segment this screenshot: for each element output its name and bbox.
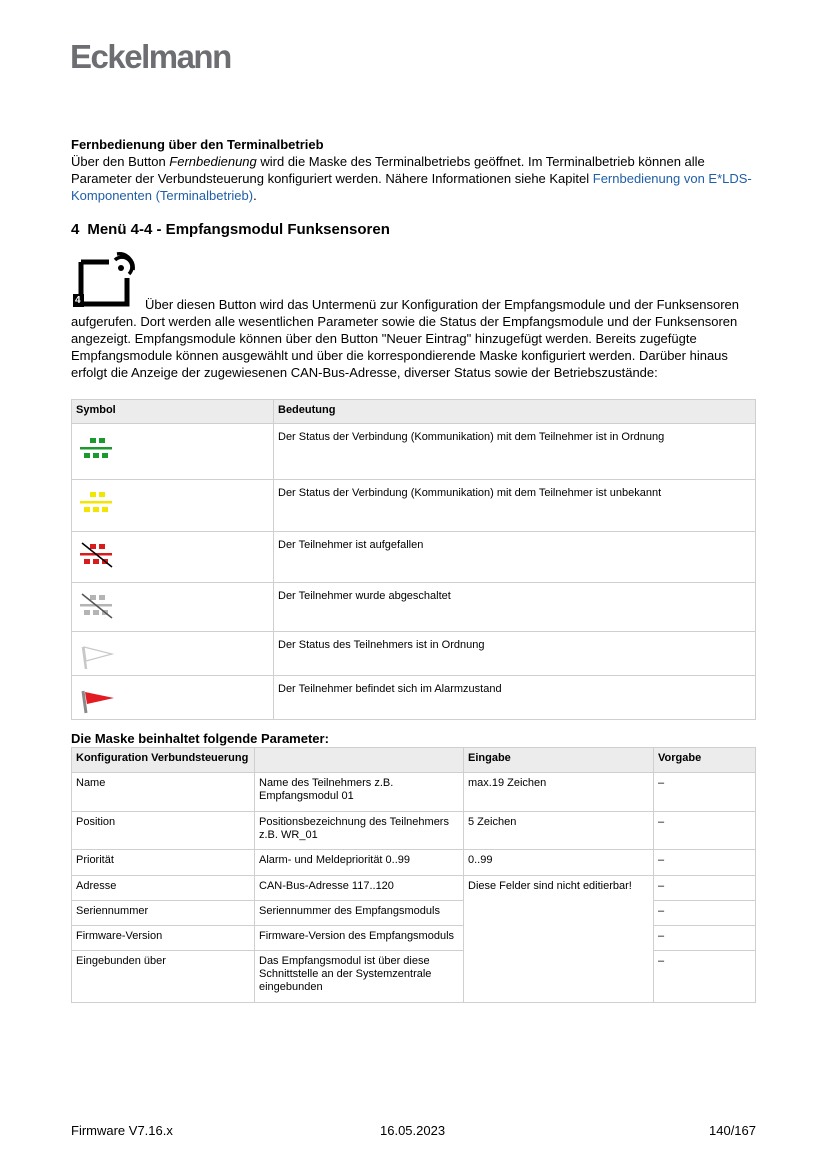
param-name: Name	[72, 773, 255, 812]
param-input: 5 Zeichen	[464, 812, 654, 850]
symbol-meaning: Der Teilnehmer wurde abgeschaltet	[274, 583, 756, 632]
section-paragraph: Über den Button Fernbedienung wird die Maske des Terminalbetriebs geöffnet. Im Terminalbetrieb können alle Parameter der Verbundsteuerung konfiguriert werden. Nähere Informationen siehe Kapitel Fernbedienung von E*LDS-Komponenten (Terminalbetrieb).	[71, 154, 752, 203]
footer-date: 16.05.2023	[380, 1123, 446, 1138]
chapter-description: Über diesen Button wird das Untermenü zur Konfiguration der Empfangsmodule und der Funksensoren aufgerufen. Dort werden alle wesentlichen Parameter sowie die Status der Empfangsmodule und der Funksensoren angezeigt. Empfangsmodule können über den Button "Neuer Eintrag" hinzugefügt werden. Bereits zugefügte Empfangsmodule können ausgewählt und über die korrespondierende Maske konfiguriert werden. Darüber hinaus erfolgt die Anzeige der zugewiesenen CAN-Bus-Adresse, diverser Status sowie der Betriebszustände:	[71, 297, 740, 380]
symbol-table	[71, 399, 756, 720]
symbol-header: Symbol	[72, 400, 274, 424]
network-unknown-icon	[80, 490, 116, 520]
param-default: –	[654, 951, 756, 1003]
param-desc: Positionsbezeichnung des Teilnehmers z.B. WR_01	[255, 812, 464, 850]
param-name: Position	[72, 812, 255, 850]
flag-red-icon	[80, 685, 116, 715]
symbol-meaning: Der Status des Teilnehmers ist in Ordnung	[274, 632, 756, 676]
section-heading: Fernbedienung über den Terminalbetrieb	[71, 137, 324, 152]
table-row	[72, 480, 756, 532]
table-row	[72, 773, 756, 812]
button-name-italic: Fernbedienung	[169, 154, 257, 169]
network-failed-icon	[80, 542, 116, 572]
footer-page-number: 140/167	[709, 1123, 756, 1138]
param-name: Eingebunden über	[72, 951, 255, 1003]
table-row	[72, 850, 756, 876]
company-logo: Eckelmann	[70, 38, 231, 75]
param-section-title: Die Maske beinhaltet folgende Parameter:	[71, 731, 329, 746]
table-row	[72, 583, 756, 632]
symbol-meaning: Der Status der Verbindung (Kommunikation) mit dem Teilnehmer ist unbekannt	[274, 480, 756, 532]
chapter-heading	[71, 221, 390, 238]
param-header-default: Vorgabe	[654, 748, 756, 773]
param-desc: Das Empfangsmodul ist über diese Schnittstelle an der Systemzentrale eingebunden	[255, 951, 464, 1003]
param-default: –	[654, 812, 756, 850]
table-row	[72, 812, 756, 850]
param-desc: Firmware-Version des Empfangsmoduls	[255, 926, 464, 951]
menu-icon-badge: 4	[75, 295, 81, 306]
param-default: –	[654, 850, 756, 876]
param-header-desc	[255, 748, 464, 773]
param-default: –	[654, 876, 756, 901]
param-name: Firmware-Version	[72, 926, 255, 951]
table-row	[72, 632, 756, 676]
param-name: Priorität	[72, 850, 255, 876]
table-row	[72, 532, 756, 583]
table-row	[72, 951, 756, 1003]
symbol-meaning: Der Teilnehmer befindet sich im Alarmzustand	[274, 676, 756, 720]
param-default: –	[654, 901, 756, 926]
table-row	[72, 901, 756, 926]
meaning-header: Bedeutung	[274, 400, 756, 424]
network-ok-icon	[80, 436, 116, 466]
network-off-icon	[80, 593, 116, 623]
param-header-config: Konfiguration Verbundsteuerung	[72, 748, 255, 773]
param-input: Diese Felder sind nicht editierbar!	[464, 876, 654, 1003]
param-desc: Name des Teilnehmers z.B. Empfangsmodul 01	[255, 773, 464, 812]
param-desc: Alarm- und Meldepriorität 0..99	[255, 850, 464, 876]
symbol-meaning: Der Teilnehmer ist aufgefallen	[274, 532, 756, 583]
param-default: –	[654, 773, 756, 812]
chapter-title: Menü 4-4 - Empfangsmodul Funksensoren	[87, 221, 390, 238]
param-default: –	[654, 926, 756, 951]
table-row	[72, 676, 756, 720]
flag-white-icon	[80, 641, 116, 671]
param-input: 0..99	[464, 850, 654, 876]
param-desc: CAN-Bus-Adresse 117..120	[255, 876, 464, 901]
param-header-input: Eingabe	[464, 748, 654, 773]
parameter-table	[71, 747, 756, 1003]
chapter-number: 4	[71, 221, 80, 238]
chapter-link[interactable]: Fernbedienung von E*LDS-Komponenten (Terminalbetrieb)	[71, 171, 752, 203]
table-row	[72, 876, 756, 901]
param-name: Seriennummer	[72, 901, 255, 926]
table-row	[72, 926, 756, 951]
symbol-meaning: Der Status der Verbindung (Kommunikation) mit dem Teilnehmer ist in Ordnung	[274, 424, 756, 480]
param-desc: Seriennummer des Empfangsmoduls	[255, 901, 464, 926]
param-name: Adresse	[72, 876, 255, 901]
footer-firmware: Firmware V7.16.x	[71, 1123, 173, 1138]
table-row	[72, 424, 756, 480]
param-input: max.19 Zeichen	[464, 773, 654, 812]
